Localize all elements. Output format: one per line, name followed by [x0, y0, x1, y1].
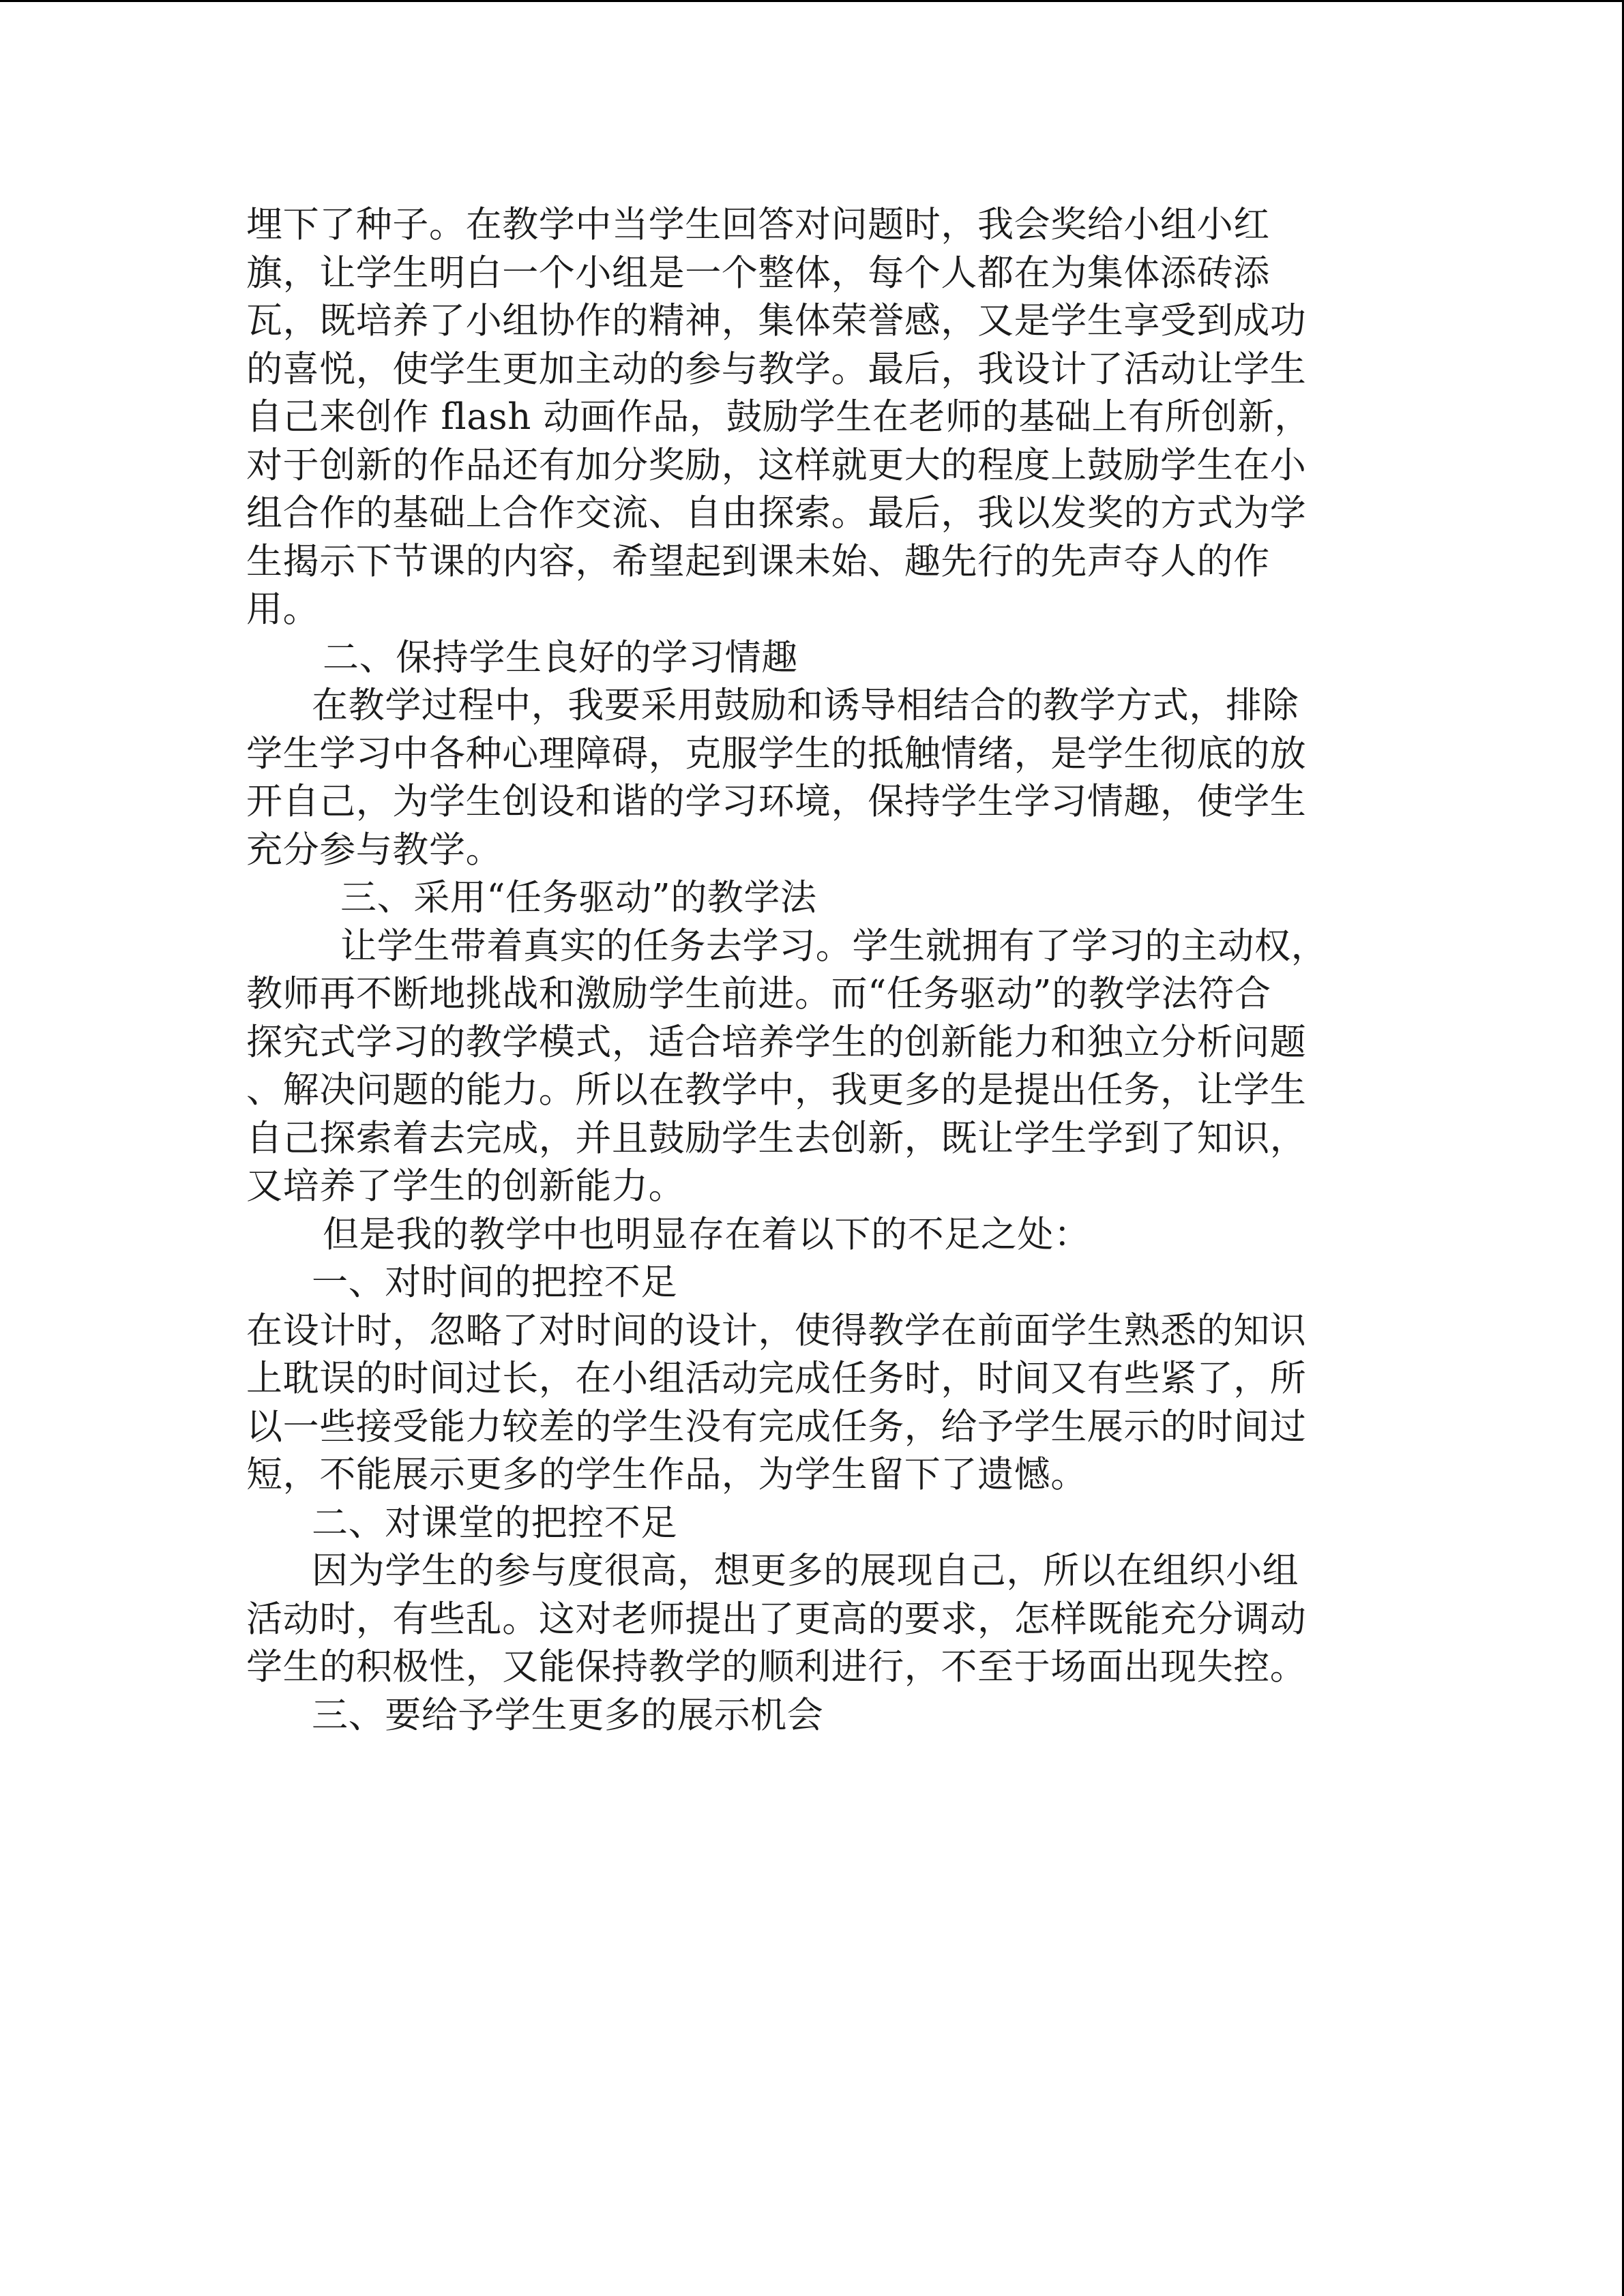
text-line: 上耽误的时间过长，在小组活动完成任务时，时间又有些紧了，所: [246, 1358, 1307, 1399]
section-heading: 二、保持学生良好的学习情趣: [323, 636, 798, 679]
text-line: 自己探索着去完成，并且鼓励学生去创新，既让学生学到了知识，: [246, 1117, 1307, 1159]
text-line: 在教学过程中，我要采用鼓励和诱导相结合的教学方式，排除: [312, 685, 1299, 726]
text-line: 但是我的教学中也明显存在着以下的不足之处：: [323, 1213, 1091, 1255]
text-line: 学生学习中各种心理障碍，克服学生的抵触情绪，是学生彻底的放: [246, 732, 1307, 775]
text-line: 的喜悦，使学生更加主动的参与教学。最后，我设计了活动让学生: [246, 348, 1307, 390]
section-heading: 一、对时间的把控不足: [312, 1262, 677, 1303]
text-line: 活动时，有些乱。这对老师提出了更高的要求，怎样既能充分调动: [246, 1598, 1307, 1640]
text-line: 充分参与教学。: [246, 829, 503, 871]
text-line: 短，不能展示更多的学生作品，为学生留下了遗憾。: [246, 1454, 1087, 1495]
document-body: [246, 202, 1365, 1740]
text-line: 瓦，既培养了小组协作的精神，集体荣誉感，又是学生享受到成功: [246, 300, 1307, 342]
page-border-top: [0, 0, 1624, 2]
section-heading: 三、要给予学生更多的展示机会: [312, 1694, 824, 1736]
text-line: 开自己，为学生创设和谐的学习环境，保持学生学习情趣，使学生: [246, 781, 1307, 822]
text-line: 学生的积极性，又能保持教学的顺利进行，不至于场面出现失控。: [246, 1646, 1307, 1688]
text-line: 生揭示下节课的内容，希望起到课未始、趣先行的先声夺人的作: [246, 540, 1270, 582]
text-line: 因为学生的参与度很高，想更多的展现自己，所以在组织小组: [312, 1550, 1299, 1592]
text-line: 埋下了种子。在教学中当学生回答对问题时，我会奖给小组小红: [246, 204, 1270, 245]
text-line: 探究式学习的教学模式，适合培养学生的创新能力和独立分析问题: [246, 1021, 1307, 1063]
text-line: 组合作的基础上合作交流、自由探索。最后，我以发奖的方式为学: [246, 492, 1307, 534]
text-line: 教师再不断地挑战和激励学生前进。而“任务驱动”的教学法符合: [246, 973, 1271, 1015]
text-line: 、解决问题的能力。所以在教学中，我更多的是提出任务，让学生: [246, 1069, 1307, 1111]
section-heading: 三、采用“任务驱动”的教学法: [340, 877, 817, 919]
text-line: 自己来创作 flash 动画作品，鼓励学生在老师的基础上有所创新，: [246, 396, 1311, 438]
text-line: 旗，让学生明白一个小组是一个整体，每个人都在为集体添砖添: [246, 252, 1270, 294]
section-heading: 二、对课堂的把控不足: [312, 1502, 677, 1544]
text-line: 在设计时，忽略了对时间的设计，使得教学在前面学生熟悉的知识: [246, 1309, 1307, 1352]
text-line: 对于创新的作品还有加分奖励，这样就更大的程度上鼓励学生在小: [246, 444, 1307, 486]
text-line: 用。: [246, 588, 320, 630]
text-line: 又培养了学生的创新能力。: [246, 1165, 685, 1207]
text-line: 以一些接受能力较差的学生没有完成任务，给予学生展示的时间过: [246, 1405, 1307, 1448]
text-line: 让学生带着真实的任务去学习。学生就拥有了学习的主动权，: [340, 925, 1328, 967]
